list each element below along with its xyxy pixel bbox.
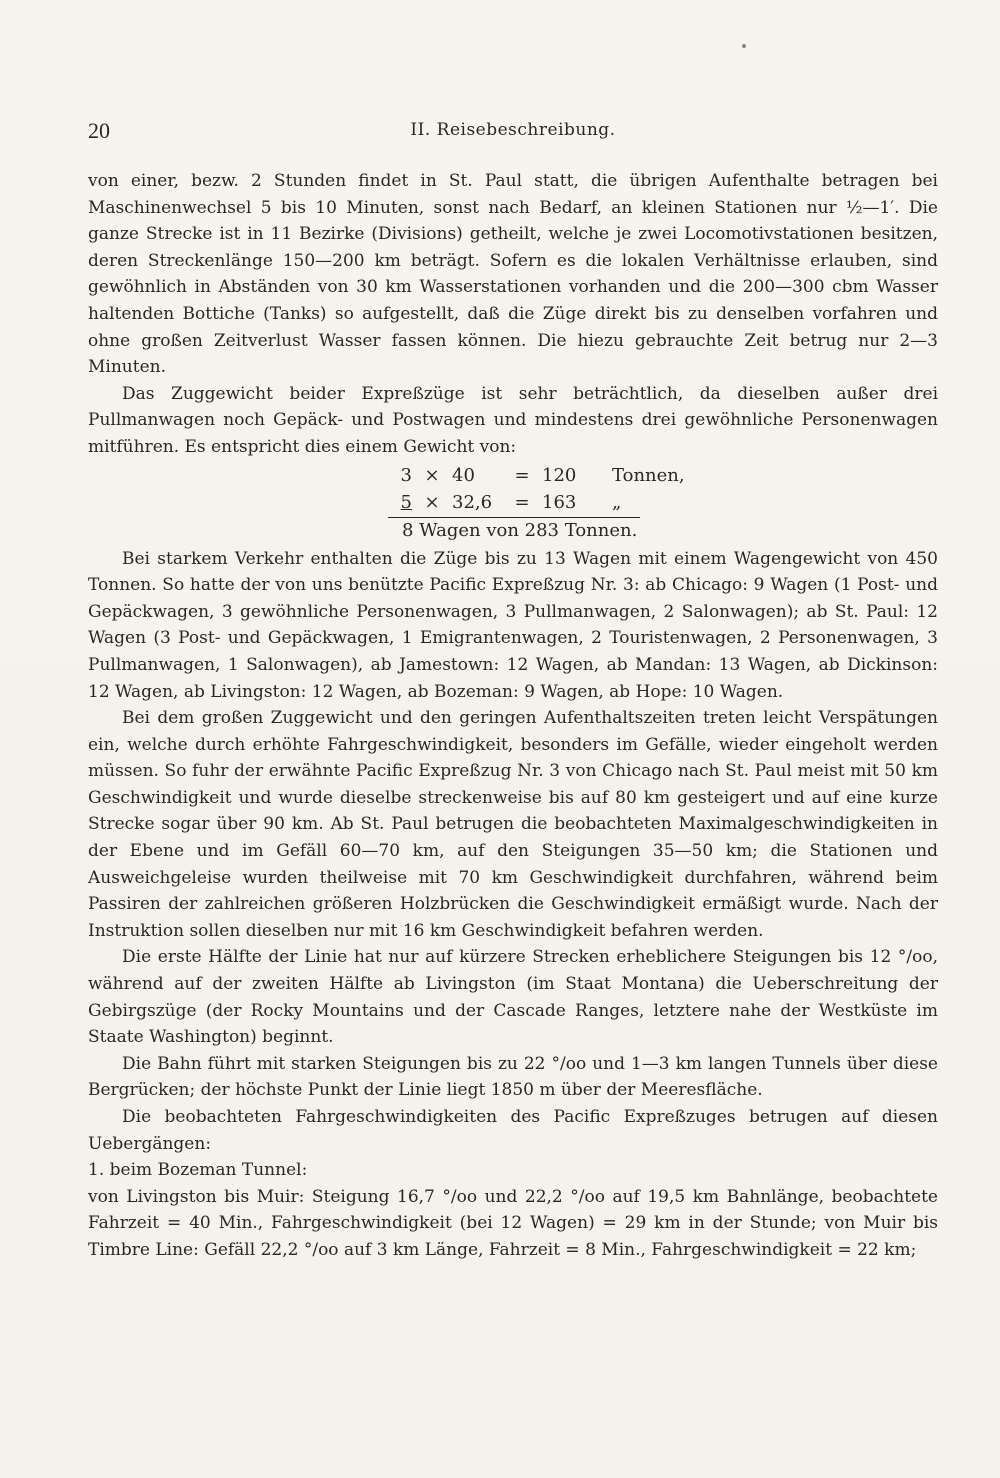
- paper-speck: [742, 44, 746, 48]
- list-item-text: von Livingston bis Muir: Steigung 16,7 °/oo und 22,2 °/oo auf 19,5 km Bahnlänge, beobachtete Fahrzeit = 40 Min., Fahrgeschwindigkeit (bei 12 Wagen) = 29 km in der Stunde; von Muir bis Timbre Line: Gefäll 22,2 °/oo auf 3 km Länge, Fahrzeit = 8 Min., Fahrgeschwindigkeit = 22 km;: [88, 1186, 938, 1260]
- eq-result: 120: [542, 464, 577, 486]
- page-number: 20: [88, 118, 110, 143]
- eq-equals: =: [514, 491, 530, 513]
- page-header: [88, 118, 938, 148]
- eq-times: ×: [424, 464, 440, 486]
- equation-row: [388, 463, 728, 490]
- paragraph: Bei starkem Verkehr enthalten die Züge bis zu 13 Wagen mit einem Wagengewicht von 450 Tonnen. So hatte der von uns benützte Pacific Expreßzug Nr. 3: ab Chicago: 9 Wagen (1 Post- und Gepäckwagen, 3 gewöhnliche Personenwagen, 3 Pullmanwagen, 2 Salonwagen); ab St. Paul: 12 Wagen (3 Post- und Gepäckwagen, 1 Emigrantenwagen, 2 Touristenwagen, 2 Personenwagen, 3 Pullmanwagen, 1 Salonwagen), ab Jamestown: 12 Wagen, ab Mandan: 13 Wagen, ab Dickinson: 12 Wagen, ab Livingston: 12 Wagen, ab Bozeman: 9 Wagen, ab Hope: 10 Wagen.: [88, 548, 938, 702]
- sum-rule: [388, 517, 640, 518]
- equation-row: [388, 490, 728, 517]
- eq-unit: „: [612, 491, 622, 513]
- eq-result: 163: [542, 491, 577, 513]
- eq-total: 8 Wagen von 283 Tonnen.: [402, 519, 638, 541]
- eq-weight: 32,6: [452, 491, 493, 513]
- eq-unit: Tonnen,: [612, 464, 685, 486]
- eq-equals: =: [514, 464, 530, 486]
- list-item-label: 1. beim Bozeman Tunnel:: [88, 1160, 308, 1181]
- weight-calculation: [388, 463, 728, 544]
- paragraph: Bei dem großen Zuggewicht und den geringen Aufenthaltszeiten treten leicht Verspätungen ein, welche durch erhöhte Fahrgeschwindigkeit, besonders im Gefälle, wieder eingeholt werden müssen. So fuhr der erwähnte Pacific Expreßzug Nr. 3 von Chicago nach St. Paul meist mit 50 km Geschwindigkeit und wurde dieselbe streckenweise bis auf 80 km gesteigert und auf eine kurze Strecke sogar über 90 km. Ab St. Paul betrugen die beobachteten Maximalgeschwindigkeiten in der Ebene und im Gefäll 60—70 km, auf den Steigungen 35—50 km; die Stationen und Ausweichgeleise wurden theilweise mit 70 km Geschwindigkeit durchfahren, während beim Passiren der zahlreichen größeren Holzbrücken die Geschwindigkeit ermäßigt wurde. Nach der Instruktion sollen dieselben nur mit 16 km Geschwindigkeit befahren werden.: [88, 708, 938, 941]
- eq-count: 5: [400, 491, 412, 513]
- paragraph: Das Zuggewicht beider Expreßzüge ist sehr beträchtlich, da dieselben außer drei Pullmanwagen noch Gepäck- und Postwagen und mindestens drei gewöhnliche Personenwagen mitführen. Es entspricht dies einem Gewicht von:: [88, 383, 938, 457]
- running-head: II. Reisebeschreibung.: [410, 120, 616, 140]
- paragraph: von einer, bezw. 2 Stunden findet in St. Paul statt, die übrigen Aufenthalte betragen bei Maschinenwechsel 5 bis 10 Minuten, sonst nach Bedarf, an kleinen Stationen nur ½—1′. Die ganze Strecke ist in 11 Bezirke (Divisions) getheilt, welche je zwei Locomotivstationen besitzen, deren Streckenlänge 150—200 km beträgt. Sofern es die lokalen Verhältnisse erlauben, sind gewöhnlich in Abständen von 30 km Wasserstationen vorhanden und die 200—300 cbm Wasser haltenden Bottiche (Tanks) so aufgestellt, daß die Züge direkt bis zu denselben vorfahren und ohne großen Zeitverlust Wasser fassen können. Die hiezu gebrauchte Zeit betrug nur 2—3 Minuten.: [88, 171, 938, 378]
- eq-count: 3: [400, 464, 412, 486]
- paragraph: Die Bahn führt mit starken Steigungen bis zu 22 °/oo und 1—3 km langen Tunnels über diese Bergrücken; der höchste Punkt der Linie liegt 1850 m über der Meeresfläche.: [88, 1053, 938, 1101]
- eq-times: ×: [424, 491, 440, 513]
- paragraph: Die beobachteten Fahrgeschwindigkeiten des Pacific Expreßzuges betrugen auf diesen Uebergängen:: [88, 1107, 938, 1154]
- body-text: [88, 168, 938, 1264]
- paragraph: Die erste Hälfte der Linie hat nur auf kürzere Strecken erheblichere Steigungen bis 12 °/oo, während auf der zweiten Hälfte ab Livingston (im Staat Montana) die Ueberschreitung der Gebirgszüge (der Rocky Mountains und der Cascade Ranges, letztere nahe der Westküste im Staate Washington) beginnt.: [88, 947, 938, 1048]
- eq-weight: 40: [452, 464, 475, 486]
